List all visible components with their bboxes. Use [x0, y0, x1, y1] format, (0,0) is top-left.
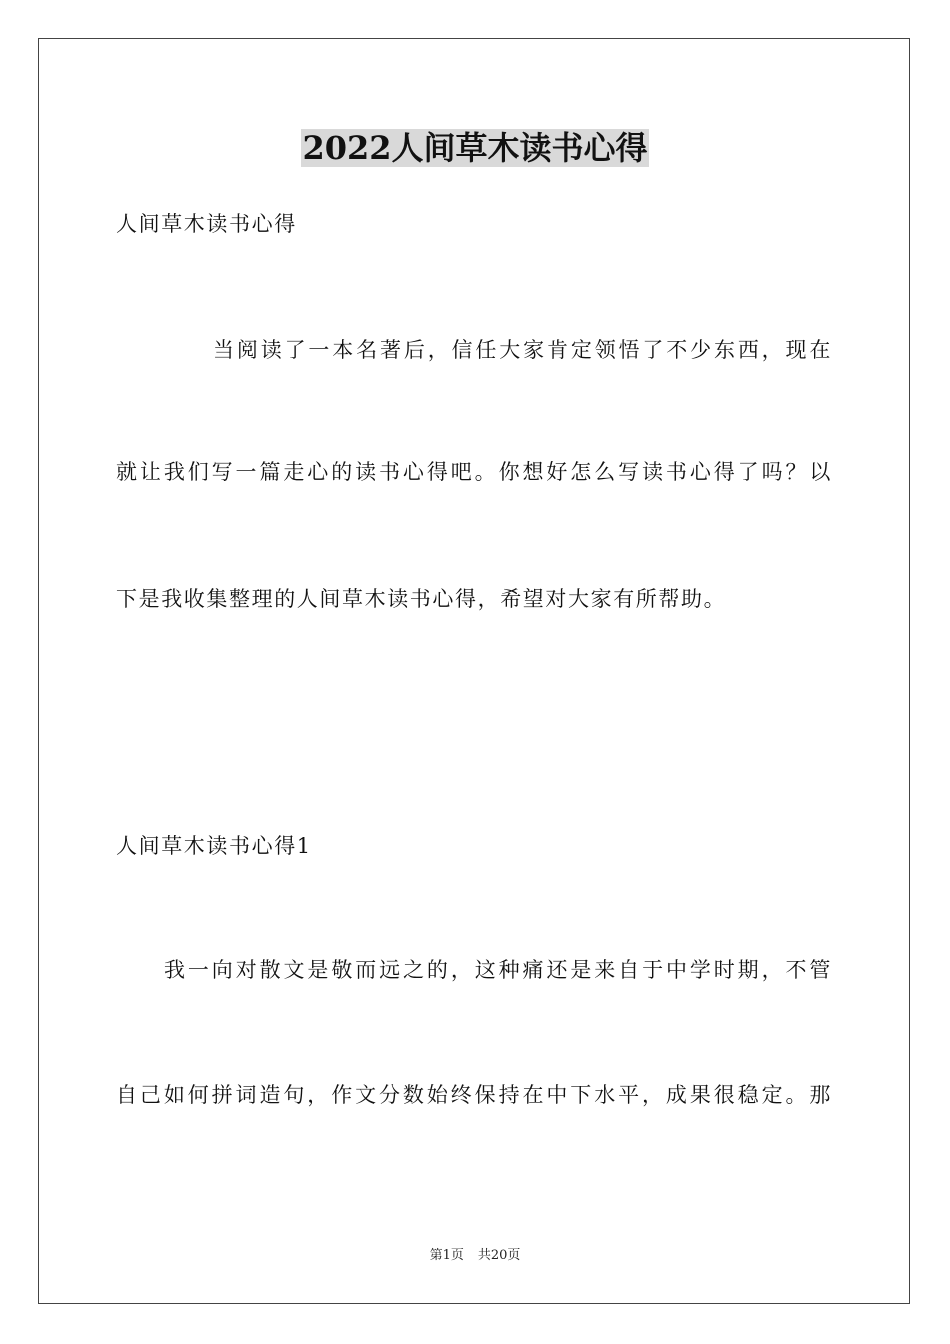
intro-line-2: 就让我们写一篇走心的读书心得吧。你想好怎么写读书心得了吗？以 [116, 460, 832, 484]
section-heading: 人间草木读书心得1 [116, 834, 312, 858]
document-subtitle: 人间草木读书心得 [116, 212, 297, 236]
page-total: 共20页 [477, 1248, 521, 1263]
intro-line-1: 当阅读了一本名著后，信任大家肯定领悟了不少东西，现在 [213, 338, 832, 362]
section-line-2: 自己如何拼词造句，作文分数始终保持在中下水平，成果很稳定。那 [116, 1083, 832, 1107]
intro-line-3: 下是我收集整理的人间草木读书心得，希望对大家有所帮助。 [116, 587, 727, 611]
page-footer [0, 1246, 950, 1266]
section-line-1: 我一向对散文是敬而远之的，这种痛还是来自于中学时期，不管 [164, 958, 832, 982]
document-title-text: 2022人间草木读书心得 [302, 129, 648, 167]
document-title [0, 126, 950, 170]
page-number: 第1页 [429, 1248, 464, 1263]
